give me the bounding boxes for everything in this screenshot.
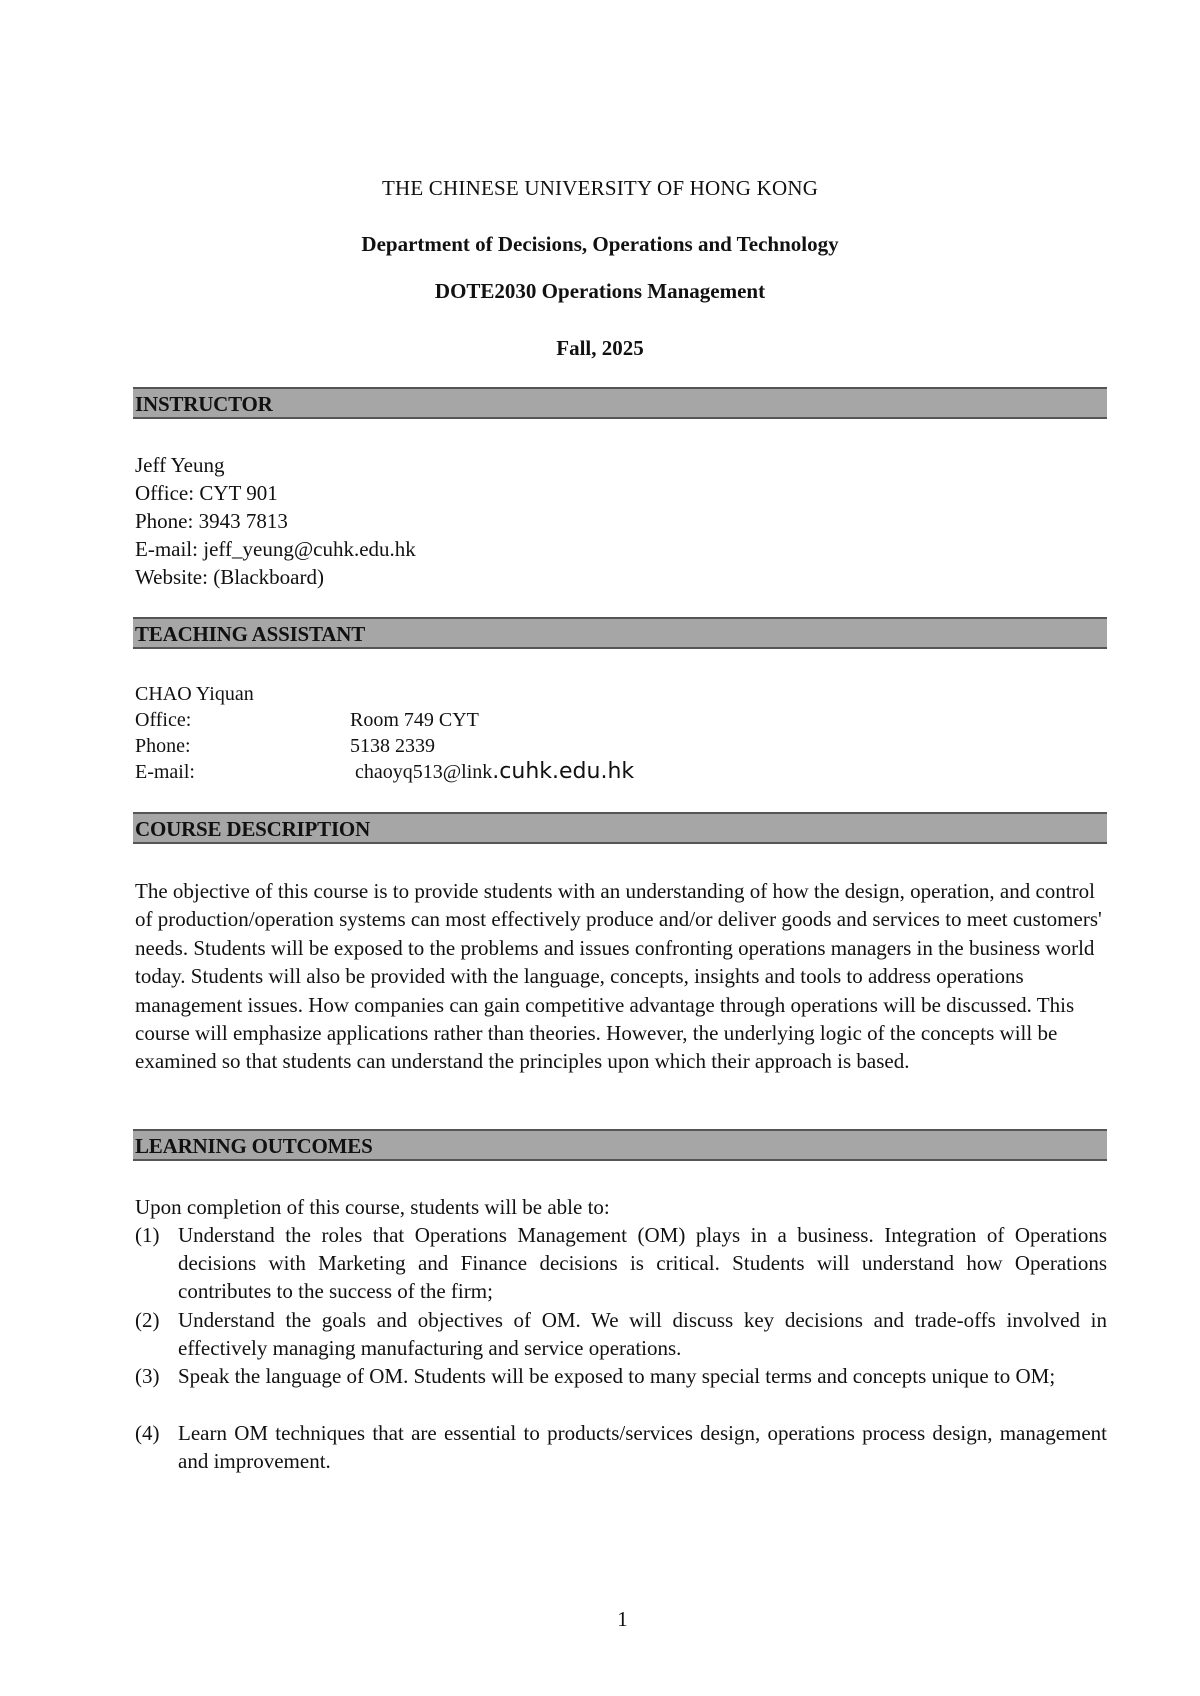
ta-heading: TEACHING ASSISTANT	[133, 617, 1107, 649]
instructor-phone: Phone: 3943 7813	[135, 509, 288, 533]
ta-phone-label: Phone:	[135, 735, 191, 757]
instructor-name: Jeff Yeung	[135, 453, 225, 477]
ta-office-value: Room 749 CYT	[350, 709, 479, 731]
course-description-heading: COURSE DESCRIPTION	[133, 812, 1107, 844]
outcome-item	[135, 1362, 1107, 1390]
instructor-email: E-mail: jeff_yeung@cuhk.edu.hk	[135, 537, 416, 561]
ta-email-value: chaoyq513@link	[355, 761, 493, 783]
ta-office-row	[135, 707, 479, 733]
course-title: DOTE2030 Operations Management	[434, 279, 766, 303]
term-title: Fall, 2025	[556, 336, 644, 360]
outcome-item	[135, 1419, 1107, 1475]
page-number: 1	[617, 1607, 628, 1631]
ta-name: CHAO Yiquan	[135, 683, 254, 705]
outcome-text: Speak the language of OM. Students will be exposed to many special terms and concepts unique to OM;	[178, 1364, 1056, 1388]
outcome-number: (1)	[135, 1223, 160, 1247]
ta-email-row	[135, 759, 634, 785]
outcome-text: Understand the goals and objectives of OM. We will discuss key decisions and trade-offs involved in effectively managing manufacturing and service operations.	[178, 1308, 1107, 1360]
learning-outcomes-intro: Upon completion of this course, students will be able to:	[135, 1195, 610, 1219]
outcome-number: (4)	[135, 1421, 160, 1445]
outcome-item	[135, 1306, 1107, 1362]
university-title: THE CHINESE UNIVERSITY OF HONG KONG	[381, 176, 819, 200]
outcome-text: Understand the roles that Operations Management (OM) plays in a business. Integration of Operations decisions with Marketing and Finance decisions is critical. Students will understand how Operations contributes to the success of the firm;	[178, 1223, 1107, 1303]
ta-email-label: E-mail:	[135, 761, 195, 783]
outcome-text: Learn OM techniques that are essential to products/services design, operations process design, management and improvement.	[178, 1421, 1107, 1473]
outcome-number: (3)	[135, 1364, 160, 1388]
ta-email-domain: .cuhk.edu.hk	[492, 759, 635, 784]
outcome-item	[135, 1221, 1107, 1305]
instructor-info	[135, 451, 416, 591]
instructor-heading: INSTRUCTOR	[133, 387, 1107, 419]
outcome-number: (2)	[135, 1308, 160, 1332]
ta-phone-row	[135, 733, 435, 759]
ta-phone-value: 5138 2339	[350, 735, 435, 757]
ta-office-label: Office:	[135, 709, 192, 731]
instructor-website: Website: (Blackboard)	[135, 565, 324, 589]
course-description-text: The objective of this course is to provide students with an understanding of how the design, operation, and control of production/operation systems can most effectively produce and/or deliver goods and services to meet customers' needs. Students will be exposed to the problems and issues confronting operations managers in the business world today. Students will also be provided with the language, concepts, insights and tools to address operations management issues. How companies can gain competitive advantage through operations will be discussed. This course will emphasize applications rather than theories. However, the underlying logic of the concepts will be examined so that students can understand the principles upon which their approach is based.	[135, 879, 1102, 1074]
department-title: Department of Decisions, Operations and Technology	[361, 232, 839, 256]
learning-outcomes-heading: LEARNING OUTCOMES	[133, 1129, 1107, 1161]
instructor-office: Office: CYT 901	[135, 481, 278, 505]
